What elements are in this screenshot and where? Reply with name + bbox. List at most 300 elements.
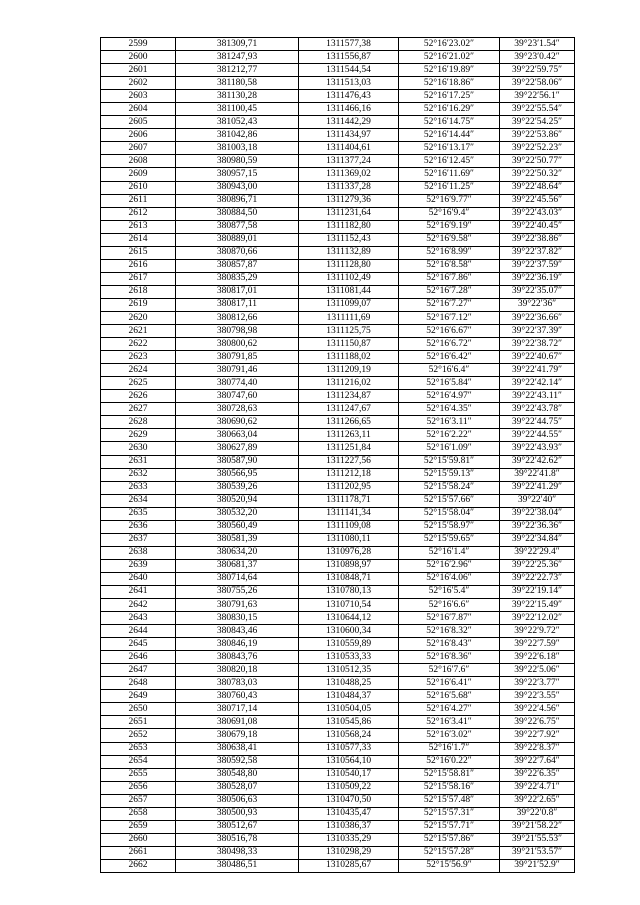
table-row [101,155,575,168]
x-coordinate-cell: 381100,45 [176,103,299,116]
longitude-cell: 39°22′41.8″ [500,468,575,481]
latitude-cell: 52°16′9.19″ [399,220,500,233]
point-number-cell: 2625 [101,377,176,390]
table-row [101,233,575,246]
x-coordinate-cell: 380679,18 [176,729,299,742]
point-number-cell: 2600 [101,51,176,64]
x-coordinate-cell: 380520,94 [176,494,299,507]
x-coordinate-cell: 380791,63 [176,599,299,612]
longitude-cell: 39°22′3.77″ [500,677,575,690]
x-coordinate-cell: 380581,39 [176,533,299,546]
table-row [101,181,575,194]
longitude-cell: 39°22′36.66″ [500,311,575,324]
longitude-cell: 39°22′56.1″ [500,90,575,103]
latitude-cell: 52°16′18.86″ [399,77,500,90]
x-coordinate-cell: 381180,58 [176,77,299,90]
table-row [101,533,575,546]
longitude-cell: 39°22′29.4″ [500,546,575,559]
latitude-cell: 52°15′57.48″ [399,794,500,807]
latitude-cell: 52°15′59.13″ [399,468,500,481]
table-row [101,664,575,677]
x-coordinate-cell: 380843,46 [176,625,299,638]
latitude-cell: 52°16′6.67″ [399,325,500,338]
x-coordinate-cell: 381212,77 [176,64,299,77]
table-row [101,507,575,520]
x-coordinate-cell: 381309,71 [176,38,299,51]
longitude-cell: 39°21′55.53″ [500,833,575,846]
table-row [101,546,575,559]
y-coordinate-cell: 1311099,07 [299,298,399,311]
x-coordinate-cell: 380791,46 [176,364,299,377]
table-row [101,703,575,716]
table-row [101,572,575,585]
point-number-cell: 2646 [101,651,176,664]
x-coordinate-cell: 381247,93 [176,51,299,64]
longitude-cell: 39°22′35.07″ [500,285,575,298]
y-coordinate-cell: 1311209,19 [299,364,399,377]
x-coordinate-cell: 380500,93 [176,807,299,820]
longitude-cell: 39°22′0.8″ [500,807,575,820]
point-number-cell: 2640 [101,572,176,585]
latitude-cell: 52°16′7.6″ [399,664,500,677]
point-number-cell: 2635 [101,507,176,520]
table-row [101,377,575,390]
y-coordinate-cell: 1310559,89 [299,638,399,651]
latitude-cell: 52°16′6.4″ [399,364,500,377]
point-number-cell: 2633 [101,481,176,494]
x-coordinate-cell: 380512,67 [176,820,299,833]
y-coordinate-cell: 1311513,03 [299,77,399,90]
table-row [101,298,575,311]
x-coordinate-cell: 380817,11 [176,298,299,311]
y-coordinate-cell: 1311476,43 [299,90,399,103]
x-coordinate-cell: 380663,04 [176,429,299,442]
y-coordinate-cell: 1310386,37 [299,820,399,833]
table-row [101,390,575,403]
latitude-cell: 52°16′2.96″ [399,559,500,572]
x-coordinate-cell: 381042,86 [176,129,299,142]
latitude-cell: 52°16′7.86″ [399,272,500,285]
table-row [101,807,575,820]
point-number-cell: 2652 [101,729,176,742]
longitude-cell: 39°21′52.9″ [500,859,575,872]
latitude-cell: 52°16′9.58″ [399,233,500,246]
x-coordinate-cell: 380884,50 [176,207,299,220]
longitude-cell: 39°22′41.29″ [500,481,575,494]
point-number-cell: 2639 [101,559,176,572]
point-number-cell: 2613 [101,220,176,233]
longitude-cell: 39°22′53.86″ [500,129,575,142]
point-number-cell: 2653 [101,742,176,755]
y-coordinate-cell: 1310848,71 [299,572,399,585]
y-coordinate-cell: 1310577,33 [299,742,399,755]
table-row [101,129,575,142]
longitude-cell: 39°22′6.35″ [500,768,575,781]
longitude-cell: 39°22′55.54″ [500,103,575,116]
point-number-cell: 2608 [101,155,176,168]
table-row [101,690,575,703]
y-coordinate-cell: 1311404,61 [299,142,399,155]
point-number-cell: 2615 [101,246,176,259]
longitude-cell: 39°22′19.14″ [500,585,575,598]
latitude-cell: 52°16′13.17″ [399,142,500,155]
point-number-cell: 2618 [101,285,176,298]
x-coordinate-cell: 380728,63 [176,403,299,416]
y-coordinate-cell: 1311080,11 [299,533,399,546]
latitude-cell: 52°15′57.66″ [399,494,500,507]
y-coordinate-cell: 1311544,54 [299,64,399,77]
latitude-cell: 52°16′1.4″ [399,546,500,559]
longitude-cell: 39°22′36.36″ [500,520,575,533]
table-row [101,716,575,729]
latitude-cell: 52°15′57.86″ [399,833,500,846]
latitude-cell: 52°16′8.58″ [399,259,500,272]
x-coordinate-cell: 380592,58 [176,755,299,768]
y-coordinate-cell: 1311442,29 [299,116,399,129]
longitude-cell: 39°22′36″ [500,298,575,311]
x-coordinate-cell: 380690,62 [176,416,299,429]
table-row [101,364,575,377]
table-row [101,168,575,181]
longitude-cell: 39°22′45.56″ [500,194,575,207]
table-row [101,90,575,103]
table-row [101,116,575,129]
point-number-cell: 2599 [101,38,176,51]
x-coordinate-cell: 381052,43 [176,116,299,129]
table-row [101,272,575,285]
y-coordinate-cell: 1310484,37 [299,690,399,703]
x-coordinate-cell: 380830,15 [176,612,299,625]
y-coordinate-cell: 1310435,47 [299,807,399,820]
table-row [101,794,575,807]
x-coordinate-cell: 380943,00 [176,181,299,194]
latitude-cell: 52°16′4.27″ [399,703,500,716]
table-row [101,285,575,298]
x-coordinate-cell: 380783,03 [176,677,299,690]
y-coordinate-cell: 1310512,35 [299,664,399,677]
x-coordinate-cell: 380820,18 [176,664,299,677]
y-coordinate-cell: 1310898,97 [299,559,399,572]
y-coordinate-cell: 1310568,24 [299,729,399,742]
longitude-cell: 39°22′42.14″ [500,377,575,390]
latitude-cell: 52°16′8.43″ [399,638,500,651]
y-coordinate-cell: 1310644,12 [299,612,399,625]
table-row [101,259,575,272]
point-number-cell: 2662 [101,859,176,872]
x-coordinate-cell: 380714,64 [176,572,299,585]
longitude-cell: 39°22′50.77″ [500,155,575,168]
point-number-cell: 2619 [101,298,176,311]
table-row [101,494,575,507]
x-coordinate-cell: 380817,01 [176,285,299,298]
latitude-cell: 52°16′9.4″ [399,207,500,220]
y-coordinate-cell: 1311234,87 [299,390,399,403]
y-coordinate-cell: 1310976,28 [299,546,399,559]
y-coordinate-cell: 1311188,02 [299,351,399,364]
longitude-cell: 39°22′59.75″ [500,64,575,77]
table-row [101,416,575,429]
longitude-cell: 39°22′15.49″ [500,599,575,612]
y-coordinate-cell: 1311125,75 [299,325,399,338]
x-coordinate-cell: 380980,59 [176,155,299,168]
y-coordinate-cell: 1311337,28 [299,181,399,194]
latitude-cell: 52°16′8.32″ [399,625,500,638]
table-row [101,559,575,572]
longitude-cell: 39°22′36.19″ [500,272,575,285]
y-coordinate-cell: 1311251,84 [299,442,399,455]
x-coordinate-cell: 380957,15 [176,168,299,181]
point-number-cell: 2629 [101,429,176,442]
y-coordinate-cell: 1311227,56 [299,455,399,468]
latitude-cell: 52°16′14.44″ [399,129,500,142]
x-coordinate-cell: 380717,14 [176,703,299,716]
latitude-cell: 52°15′58.16″ [399,781,500,794]
point-number-cell: 2659 [101,820,176,833]
longitude-cell: 39°22′38.86″ [500,233,575,246]
point-number-cell: 2643 [101,612,176,625]
table-row [101,625,575,638]
longitude-cell: 39°22′5.06″ [500,664,575,677]
latitude-cell: 52°15′57.31″ [399,807,500,820]
point-number-cell: 2651 [101,716,176,729]
y-coordinate-cell: 1311434,97 [299,129,399,142]
point-number-cell: 2623 [101,351,176,364]
point-number-cell: 2602 [101,77,176,90]
longitude-cell: 39°22′37.39″ [500,325,575,338]
latitude-cell: 52°16′14.75″ [399,116,500,129]
latitude-cell: 52°16′3.11″ [399,416,500,429]
y-coordinate-cell: 1311247,67 [299,403,399,416]
point-number-cell: 2630 [101,442,176,455]
point-number-cell: 2657 [101,794,176,807]
y-coordinate-cell: 1311111,69 [299,311,399,324]
y-coordinate-cell: 1310545,86 [299,716,399,729]
y-coordinate-cell: 1311152,43 [299,233,399,246]
longitude-cell: 39°22′25.36″ [500,559,575,572]
latitude-cell: 52°16′0.22″ [399,755,500,768]
point-number-cell: 2606 [101,129,176,142]
x-coordinate-cell: 380506,63 [176,794,299,807]
longitude-cell: 39°21′58.22″ [500,820,575,833]
point-number-cell: 2648 [101,677,176,690]
point-number-cell: 2626 [101,390,176,403]
latitude-cell: 52°16′6.41″ [399,677,500,690]
table-row [101,677,575,690]
table-row [101,194,575,207]
y-coordinate-cell: 1311263,11 [299,429,399,442]
latitude-cell: 52°16′7.28″ [399,285,500,298]
table-row [101,742,575,755]
point-number-cell: 2612 [101,207,176,220]
point-number-cell: 2621 [101,325,176,338]
latitude-cell: 52°16′8.99″ [399,246,500,259]
longitude-cell: 39°22′43.03″ [500,207,575,220]
x-coordinate-cell: 380532,20 [176,507,299,520]
longitude-cell: 39°22′34.84″ [500,533,575,546]
table-row [101,77,575,90]
point-number-cell: 2616 [101,259,176,272]
table-row [101,429,575,442]
point-number-cell: 2655 [101,768,176,781]
latitude-cell: 52°16′7.27″ [399,298,500,311]
point-number-cell: 2622 [101,338,176,351]
latitude-cell: 52°16′5.68″ [399,690,500,703]
longitude-cell: 39°22′8.37″ [500,742,575,755]
x-coordinate-cell: 380755,26 [176,585,299,598]
point-number-cell: 2656 [101,781,176,794]
x-coordinate-cell: 380800,62 [176,338,299,351]
y-coordinate-cell: 1311102,49 [299,272,399,285]
point-number-cell: 2654 [101,755,176,768]
point-number-cell: 2637 [101,533,176,546]
latitude-cell: 52°16′6.72″ [399,338,500,351]
longitude-cell: 39°22′48.64″ [500,181,575,194]
table-row [101,51,575,64]
x-coordinate-cell: 380486,51 [176,859,299,872]
point-number-cell: 2611 [101,194,176,207]
longitude-cell: 39°22′52.23″ [500,142,575,155]
table-row [101,599,575,612]
y-coordinate-cell: 1311556,87 [299,51,399,64]
longitude-cell: 39°22′3.55″ [500,690,575,703]
table-row [101,403,575,416]
longitude-cell: 39°22′40.45″ [500,220,575,233]
y-coordinate-cell: 1311202,95 [299,481,399,494]
table-row [101,859,575,872]
longitude-cell: 39°22′54.25″ [500,116,575,129]
longitude-cell: 39°22′4.56″ [500,703,575,716]
table-row [101,142,575,155]
x-coordinate-cell: 380896,71 [176,194,299,207]
longitude-cell: 39°22′4.71″ [500,781,575,794]
longitude-cell: 39°22′2.65″ [500,794,575,807]
longitude-cell: 39°22′58.06″ [500,77,575,90]
table-row [101,651,575,664]
latitude-cell: 52°16′23.02″ [399,38,500,51]
table-row [101,325,575,338]
point-number-cell: 2604 [101,103,176,116]
y-coordinate-cell: 1310509,22 [299,781,399,794]
longitude-cell: 39°22′38.72″ [500,338,575,351]
longitude-cell: 39°22′50.32″ [500,168,575,181]
latitude-cell: 52°16′11.69″ [399,168,500,181]
x-coordinate-cell: 380877,58 [176,220,299,233]
latitude-cell: 52°16′6.6″ [399,599,500,612]
point-number-cell: 2628 [101,416,176,429]
point-number-cell: 2614 [101,233,176,246]
longitude-cell: 39°23′1.54″ [500,38,575,51]
y-coordinate-cell: 1311231,64 [299,207,399,220]
y-coordinate-cell: 1310533,33 [299,651,399,664]
x-coordinate-cell: 380889,01 [176,233,299,246]
latitude-cell: 52°16′7.87″ [399,612,500,625]
latitude-cell: 52°16′5.84″ [399,377,500,390]
point-number-cell: 2660 [101,833,176,846]
x-coordinate-cell: 380681,37 [176,559,299,572]
y-coordinate-cell: 1310540,17 [299,768,399,781]
longitude-cell: 39°22′37.59″ [500,259,575,272]
y-coordinate-cell: 1311377,24 [299,155,399,168]
y-coordinate-cell: 1311141,34 [299,507,399,520]
table-row [101,338,575,351]
point-number-cell: 2627 [101,403,176,416]
longitude-cell: 39°22′42.62″ [500,455,575,468]
longitude-cell: 39°22′7.92″ [500,729,575,742]
point-number-cell: 2645 [101,638,176,651]
x-coordinate-cell: 380638,41 [176,742,299,755]
y-coordinate-cell: 1311212,18 [299,468,399,481]
latitude-cell: 52°16′1.09″ [399,442,500,455]
latitude-cell: 52°15′59.65″ [399,533,500,546]
y-coordinate-cell: 1310298,29 [299,846,399,859]
point-number-cell: 2607 [101,142,176,155]
latitude-cell: 52°16′5.4″ [399,585,500,598]
longitude-cell: 39°22′9.72″ [500,625,575,638]
point-number-cell: 2650 [101,703,176,716]
y-coordinate-cell: 1310710,54 [299,599,399,612]
longitude-cell: 39°22′38.04″ [500,507,575,520]
table-row [101,246,575,259]
y-coordinate-cell: 1310504,05 [299,703,399,716]
point-number-cell: 2601 [101,64,176,77]
point-number-cell: 2631 [101,455,176,468]
y-coordinate-cell: 1310470,50 [299,794,399,807]
latitude-cell: 52°16′1.7″ [399,742,500,755]
y-coordinate-cell: 1311109,08 [299,520,399,533]
table-row [101,638,575,651]
point-number-cell: 2642 [101,599,176,612]
longitude-cell: 39°22′37.82″ [500,246,575,259]
x-coordinate-cell: 380798,98 [176,325,299,338]
latitude-cell: 52°16′8.36″ [399,651,500,664]
latitude-cell: 52°15′58.24″ [399,481,500,494]
latitude-cell: 52°16′4.35″ [399,403,500,416]
point-number-cell: 2634 [101,494,176,507]
y-coordinate-cell: 1311128,80 [299,259,399,272]
point-number-cell: 2605 [101,116,176,129]
latitude-cell: 52°16′7.12″ [399,311,500,324]
point-number-cell: 2649 [101,690,176,703]
table-row [101,455,575,468]
table-row [101,846,575,859]
y-coordinate-cell: 1310335,29 [299,833,399,846]
longitude-cell: 39°22′43.93″ [500,442,575,455]
longitude-cell: 39°22′44.75″ [500,416,575,429]
point-number-cell: 2617 [101,272,176,285]
table-row [101,729,575,742]
x-coordinate-cell: 380857,87 [176,259,299,272]
table-row [101,755,575,768]
y-coordinate-cell: 1311216,02 [299,377,399,390]
x-coordinate-cell: 380498,33 [176,846,299,859]
x-coordinate-cell: 380634,20 [176,546,299,559]
table-row [101,103,575,116]
latitude-cell: 52°16′21.02″ [399,51,500,64]
latitude-cell: 52°16′19.89″ [399,64,500,77]
point-number-cell: 2647 [101,664,176,677]
point-number-cell: 2661 [101,846,176,859]
x-coordinate-cell: 381003,18 [176,142,299,155]
x-coordinate-cell: 380774,40 [176,377,299,390]
longitude-cell: 39°22′6.75″ [500,716,575,729]
latitude-cell: 52°16′4.06″ [399,572,500,585]
latitude-cell: 52°16′3.02″ [399,729,500,742]
x-coordinate-cell: 380548,80 [176,768,299,781]
x-coordinate-cell: 380560,49 [176,520,299,533]
latitude-cell: 52°16′17.25″ [399,90,500,103]
table-row [101,220,575,233]
table-row [101,481,575,494]
